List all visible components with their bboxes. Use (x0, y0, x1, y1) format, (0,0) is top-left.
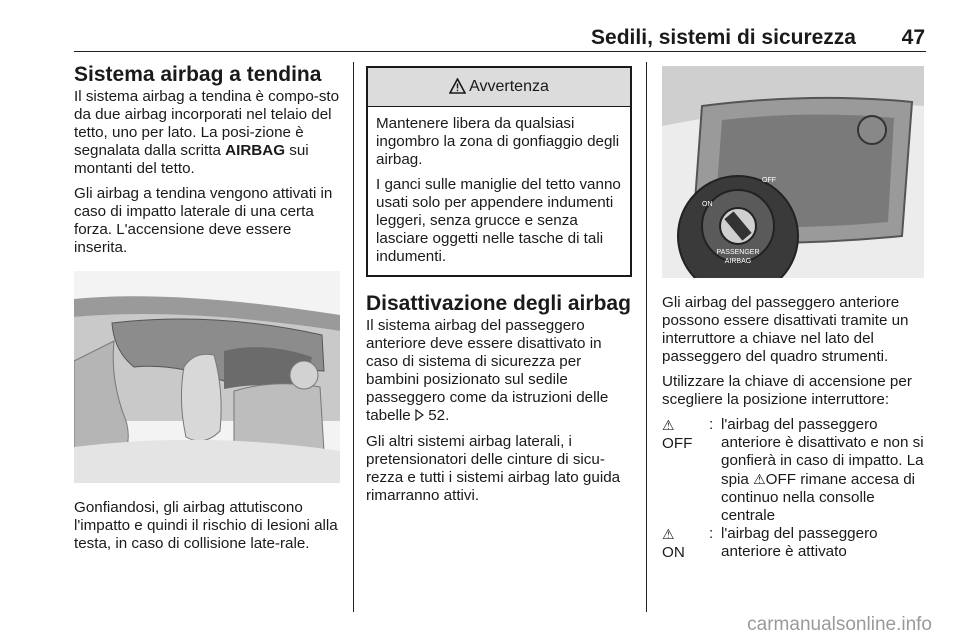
page-reference-arrow-icon (415, 408, 424, 426)
column-divider (646, 62, 647, 612)
paragraph: Utilizzare la chiave di accensione per scegliere la posizione interruttore: (662, 373, 912, 408)
paragraph: Gli airbag a tendina vengono attivati in caso di impatto laterale di una certa forza. L'accensione deve essere inserita. (74, 185, 333, 256)
warning-text: I ganci sulle maniglie del tetto vanno usati solo per appendere indumenti leggeri, senza grucce e senza lasciare oggetti nelle tasche di tali indumenti. (376, 176, 621, 265)
warning-title: Avvertenza (469, 78, 549, 95)
position-symbol: ⚠ OFF (662, 417, 693, 452)
warning-text: Mantenere libera da qualsiasi ingombro la zona di gonfiaggio degli airbag. (376, 115, 620, 168)
position-description: l'airbag del passeggero anteriore è disattivato e non si gonfierà in caso di impatto. La spia ⚠OFF rimane accesa di continuo nella consolle centrale (721, 416, 924, 524)
watermark: carmanualsonline.info (747, 614, 932, 635)
airbag-switch-photo (662, 66, 924, 278)
paragraph: Gli airbag del passeggero anteriore possono essere disattivati tramite un interruttore a chiave nel lato del passeggero del quadro strumenti. (662, 294, 909, 365)
position-description: l'airbag del passeggero anteriore è attivato (721, 525, 878, 560)
column-2 (366, 62, 632, 512)
separator: : (709, 525, 714, 542)
passenger-airbag-off-icon: ⚠ (662, 417, 675, 433)
image-caption: Gonfiandosi, gli airbag attutiscono l'impatto e quindi il rischio di lesioni alla testa, in caso di collisione late-rale. (74, 499, 338, 552)
paragraph: Gli altri sistemi airbag laterali, i pretensionatori delle cinture di sicu-rezza e tutti i sistemi airbag lato guida rimarranno attivi. (366, 433, 621, 504)
switch-label-line2: AIRBAG (724, 258, 752, 265)
section-title: Sedili, sistemi di sicurezza (591, 26, 856, 49)
switch-label-line1: PASSENGER (716, 249, 760, 256)
section-heading: Sistema airbag a tendina (74, 63, 322, 86)
curtain-airbag-illustration (74, 271, 340, 483)
column-1 (74, 62, 342, 560)
switch-off-label: OFF (762, 177, 776, 184)
paragraph: Il sistema airbag a tendina è compo-sto da due airbag incorporati nel telaio del tetto, uno per lato. La posi-zione è segnalata dalla scritta AIRBAG sui montanti del tetto. (74, 88, 340, 177)
warning-triangle-icon (449, 71, 466, 109)
passenger-airbag-off-icon: ⚠ (753, 471, 766, 487)
warning-header (368, 68, 630, 107)
separator: : (709, 416, 714, 433)
switch-on-label: ON (702, 201, 713, 208)
column-divider (353, 62, 354, 612)
column-3 (662, 62, 928, 562)
header-rule (74, 51, 926, 52)
switch-position-table (662, 416, 928, 562)
section-heading: Disattivazione degli airbag (366, 292, 631, 315)
paragraph: Il sistema airbag del passeggero anteriore deve essere disattivato in caso di sistema di sicurezza per bambini posizionato sul sedile passeggero come da istruzioni delle tabelle 52. (366, 317, 609, 424)
airbag-label: AIRBAG (225, 142, 286, 159)
warning-box (366, 66, 632, 277)
page-number: 47 (901, 26, 925, 49)
passenger-airbag-on-icon: ⚠ (662, 526, 675, 542)
position-symbol: ⚠ ON (662, 526, 685, 561)
